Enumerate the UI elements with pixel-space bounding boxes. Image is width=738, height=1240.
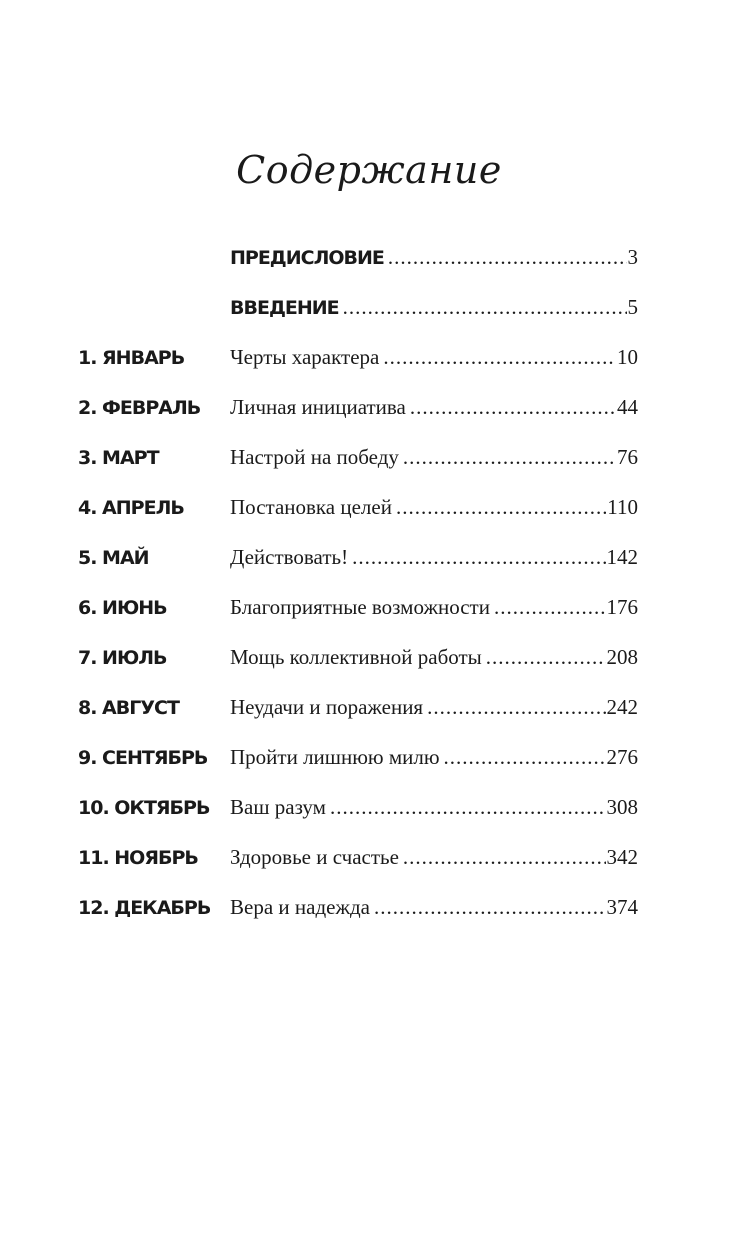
toc-page-number: 208 <box>606 645 638 669</box>
toc-entry-line <box>230 692 638 722</box>
toc-page-number: 242 <box>606 695 638 719</box>
toc-month-label: 7. ИЮЛЬ <box>78 647 167 669</box>
toc-month-label: 6. ИЮНЬ <box>78 597 167 619</box>
toc-entry-title: Неудачи и поражения <box>230 695 424 719</box>
toc-page-number: 308 <box>606 795 638 819</box>
dot-leader <box>403 842 606 872</box>
dot-leader <box>444 742 606 772</box>
toc-entry-line <box>230 892 638 922</box>
toc-entry-title: Пройти лишнюю милю <box>230 745 440 769</box>
toc-entry[interactable] <box>78 242 638 292</box>
dot-leader <box>383 342 616 372</box>
toc-entry-line <box>230 842 638 872</box>
toc-entry-title: Личная инициатива <box>230 395 406 419</box>
toc-entry-line <box>230 442 638 472</box>
toc-entry-title: Мощь коллективной работы <box>230 645 482 669</box>
toc-entry-title: ПРЕДИСЛОВИЕ <box>230 247 384 269</box>
toc-month-label: 2. ФЕВРАЛЬ <box>78 397 201 419</box>
toc-entry-line <box>230 642 638 672</box>
toc-entry[interactable] <box>78 442 638 492</box>
toc-entry-title: Ваш разум <box>230 795 326 819</box>
toc-entry-title: Черты характера <box>230 345 380 369</box>
dot-leader <box>427 692 605 722</box>
toc-entry[interactable] <box>78 692 638 742</box>
dot-leader <box>396 492 606 522</box>
dot-leader <box>374 892 606 922</box>
toc-page-number: 10 <box>617 345 638 369</box>
toc-month-label: 4. АПРЕЛЬ <box>78 497 184 519</box>
toc-page-number: 176 <box>606 595 638 619</box>
toc-page-number: 5 <box>627 295 638 319</box>
toc-entry-line <box>230 242 638 273</box>
toc-entry[interactable] <box>78 542 638 592</box>
toc-entry-line <box>230 342 638 372</box>
toc-entry[interactable] <box>78 392 638 442</box>
toc-entry[interactable] <box>78 792 638 842</box>
toc-entry-title: Действовать! <box>230 545 349 569</box>
toc-entry[interactable] <box>78 592 638 642</box>
dot-leader <box>330 792 606 822</box>
dot-leader <box>352 542 605 572</box>
toc-page-number: 374 <box>606 895 638 919</box>
dot-leader <box>410 392 616 422</box>
toc-entry-line <box>230 592 638 622</box>
toc-month-label: 10. ОКТЯБРЬ <box>78 797 210 819</box>
table-of-contents <box>78 242 638 942</box>
toc-entry-title: Здоровье и счастье <box>230 845 399 869</box>
toc-entry-line <box>230 792 638 822</box>
toc-entry-line <box>230 542 638 572</box>
dot-leader <box>343 292 627 322</box>
toc-page-number: 142 <box>606 545 638 569</box>
toc-entry[interactable] <box>78 892 638 942</box>
toc-month-label: 9. СЕНТЯБРЬ <box>78 747 208 769</box>
toc-page-number: 342 <box>606 845 638 869</box>
toc-entry-line <box>230 292 638 323</box>
dot-leader <box>388 242 627 272</box>
toc-entry[interactable] <box>78 842 638 892</box>
toc-entry-title: Вера и надежда <box>230 895 370 919</box>
toc-entry-line <box>230 492 638 522</box>
toc-page-number: 276 <box>606 745 638 769</box>
toc-month-label: 11. НОЯБРЬ <box>78 847 198 869</box>
toc-page-number: 3 <box>627 245 638 269</box>
dot-leader <box>486 642 606 672</box>
toc-entry-title: ВВЕДЕНИЕ <box>230 297 339 319</box>
toc-entry-line <box>230 742 638 772</box>
toc-entry[interactable] <box>78 292 638 342</box>
toc-entry-title: Постановка целей <box>230 495 392 519</box>
toc-entry-title: Настрой на победу <box>230 445 399 469</box>
toc-entry[interactable] <box>78 642 638 692</box>
toc-page-number: 76 <box>617 445 638 469</box>
toc-month-label: 5. МАЙ <box>78 547 149 569</box>
toc-entry[interactable] <box>78 492 638 542</box>
toc-entry-line <box>230 392 638 422</box>
toc-month-label: 3. МАРТ <box>78 447 159 469</box>
dot-leader <box>403 442 616 472</box>
toc-month-label: 8. АВГУСТ <box>78 697 179 719</box>
toc-entry-title: Благоприятные возможности <box>230 595 490 619</box>
dot-leader <box>494 592 606 622</box>
toc-page-number: 110 <box>607 495 638 519</box>
toc-entry[interactable] <box>78 742 638 792</box>
toc-month-label: 12. ДЕКАБРЬ <box>78 897 211 919</box>
toc-entry[interactable] <box>78 342 638 392</box>
toc-page-number: 44 <box>617 395 638 419</box>
toc-month-label: 1. ЯНВАРЬ <box>78 347 185 369</box>
page-title: Содержание <box>236 148 502 192</box>
